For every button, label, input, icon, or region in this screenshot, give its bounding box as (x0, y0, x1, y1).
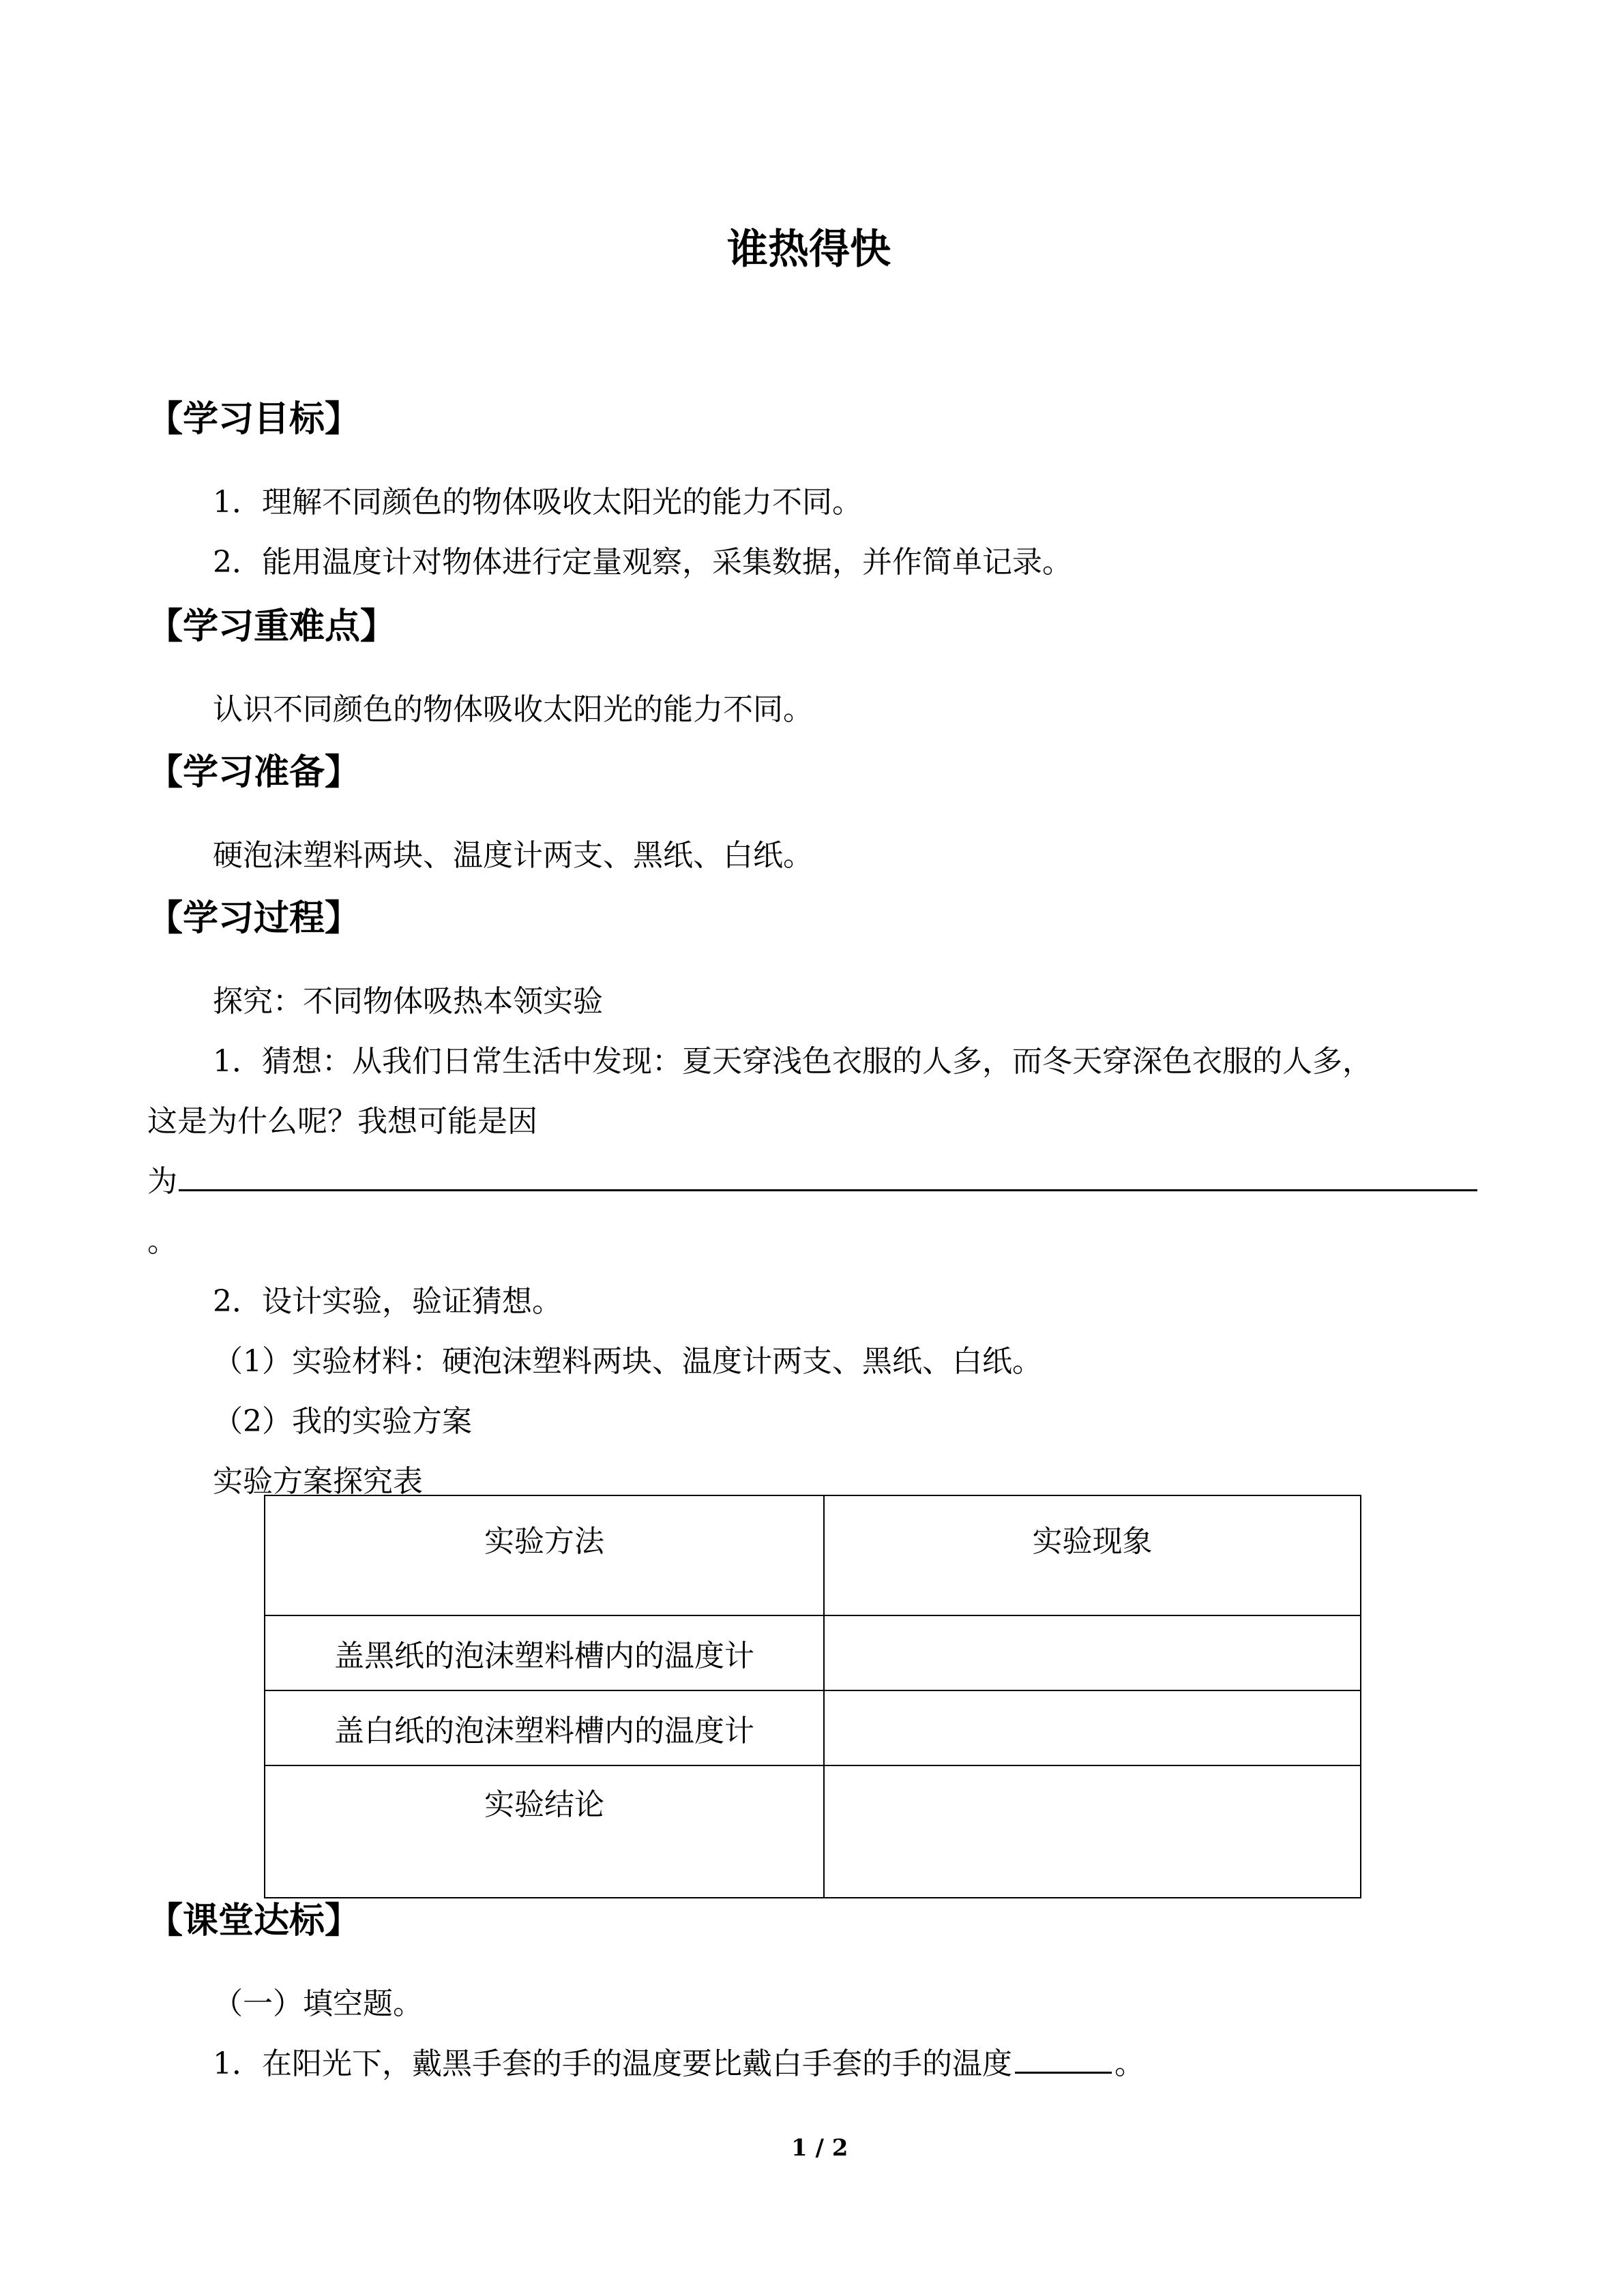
question-1-blank[interactable] (1015, 2042, 1112, 2074)
question-1-text: 1．在阳光下，戴黑手套的手的温度要比戴白手套的手的温度 (213, 2046, 1012, 2081)
classwork-heading: 【课堂达标】 (147, 1900, 361, 1941)
table-cell-method: 盖黑纸的泡沫塑料槽内的温度计 (265, 1615, 824, 1690)
answer-blank-line[interactable] (179, 1189, 1477, 1191)
key-points-text: 认识不同颜色的物体吸收太阳光的能力不同。 (213, 692, 813, 727)
question-1 (213, 2039, 1145, 2083)
objective-item-2: 2．能用温度计对物体进行定量观察，采集数据，并作简单记录。 (213, 545, 1072, 580)
table-row (265, 1765, 1361, 1898)
table-header-row (265, 1495, 1361, 1615)
experiment-table (264, 1495, 1361, 1898)
table-cell-conclusion-label: 实验结论 (265, 1765, 824, 1898)
plan-text: （2）我的实验方案 (213, 1404, 472, 1439)
objective-item-1: 1．理解不同颜色的物体吸收太阳光的能力不同。 (213, 485, 862, 520)
page-title: 谁热得快 (727, 226, 891, 273)
table-cell-phenomenon[interactable] (824, 1690, 1361, 1765)
table-row (265, 1615, 1361, 1690)
guess-line-2: 这是为什么呢？我想可能是因 (147, 1104, 537, 1139)
question-1-end: 。 (1114, 2046, 1145, 2081)
table-cell-method: 盖白纸的泡沫塑料槽内的温度计 (265, 1690, 824, 1765)
preparation-text: 硬泡沫塑料两块、温度计两支、黑纸、白纸。 (213, 838, 813, 873)
design-text: 2．设计实验，验证猜想。 (213, 1284, 562, 1319)
table-cell-conclusion[interactable] (824, 1765, 1361, 1898)
guess-end-mark: 。 (147, 1224, 177, 1259)
page-number: 1 / 2 (791, 2134, 848, 2162)
materials-text: （1）实验材料：硬泡沫塑料两块、温度计两支、黑纸、白纸。 (213, 1344, 1042, 1379)
table-cell-phenomenon[interactable] (824, 1615, 1361, 1690)
table-title: 实验方案探究表 (213, 1464, 423, 1499)
table-row (265, 1690, 1361, 1765)
table-header-method: 实验方法 (265, 1495, 824, 1615)
preparation-heading: 【学习准备】 (147, 752, 361, 793)
key-points-heading: 【学习重难点】 (147, 606, 396, 647)
fill-in-part-label: （一）填空题。 (213, 1986, 423, 2021)
table-header-phenomenon: 实验现象 (824, 1495, 1361, 1615)
explore-text: 探究：不同物体吸热本领实验 (213, 984, 603, 1019)
process-heading: 【学习过程】 (147, 898, 361, 939)
objectives-heading: 【学习目标】 (147, 399, 361, 440)
guess-line-3: 为 (147, 1164, 177, 1199)
guess-line-1: 1．猜想：从我们日常生活中发现：夏天穿浅色衣服的人多，而冬天穿深色衣服的人多， (213, 1044, 1372, 1079)
